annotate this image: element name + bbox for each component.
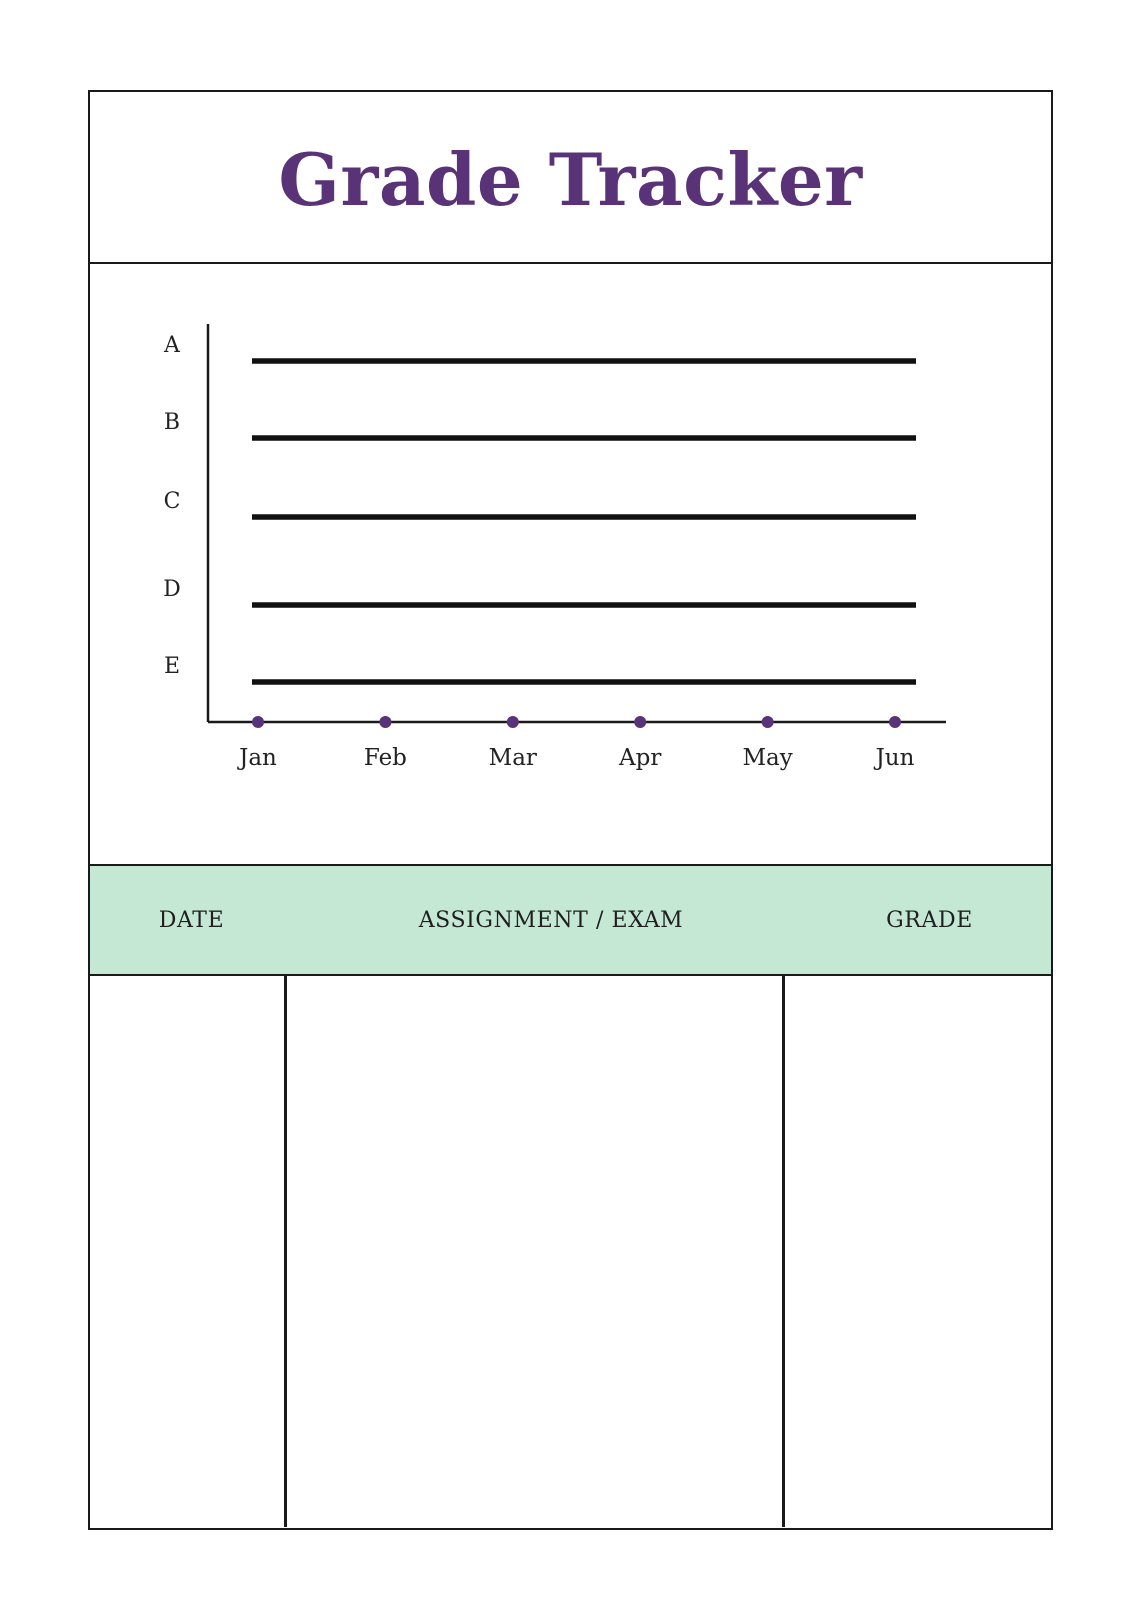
month-label-apr: Apr [619,745,662,771]
header-assignment-exam: ASSIGNMENT / EXAM [418,907,684,933]
grade-chart-svg [90,264,1050,864]
month-label-may: May [742,745,793,771]
assignment-cell[interactable] [287,976,782,1527]
header-date: DATE [158,907,225,933]
month-label-feb: Feb [363,745,407,771]
grade-chart [90,264,1051,864]
date-cell[interactable] [90,976,284,1527]
title-area [90,92,1051,264]
grade-cell[interactable] [785,976,1050,1527]
grade-label-d: D [163,577,181,602]
month-label-mar: Mar [488,745,537,771]
month-marker-may [762,716,774,728]
grade-label-e: E [163,654,181,679]
header-grade: GRADE [886,907,973,933]
month-marker-jan [252,716,264,728]
grade-label-c: C [163,489,181,514]
table-body [90,976,1051,1527]
month-marker-jun [889,716,901,728]
page-title: Grade Tracker [278,136,863,222]
month-marker-feb [379,716,391,728]
grade-label-b: B [163,410,181,435]
month-marker-apr [634,716,646,728]
month-label-jun: Jun [875,745,915,771]
table-header [90,864,1051,976]
month-label-jan: Jan [239,745,277,771]
grade-tracker-sheet [88,90,1053,1530]
month-marker-mar [507,716,519,728]
grade-label-a: A [164,333,180,358]
